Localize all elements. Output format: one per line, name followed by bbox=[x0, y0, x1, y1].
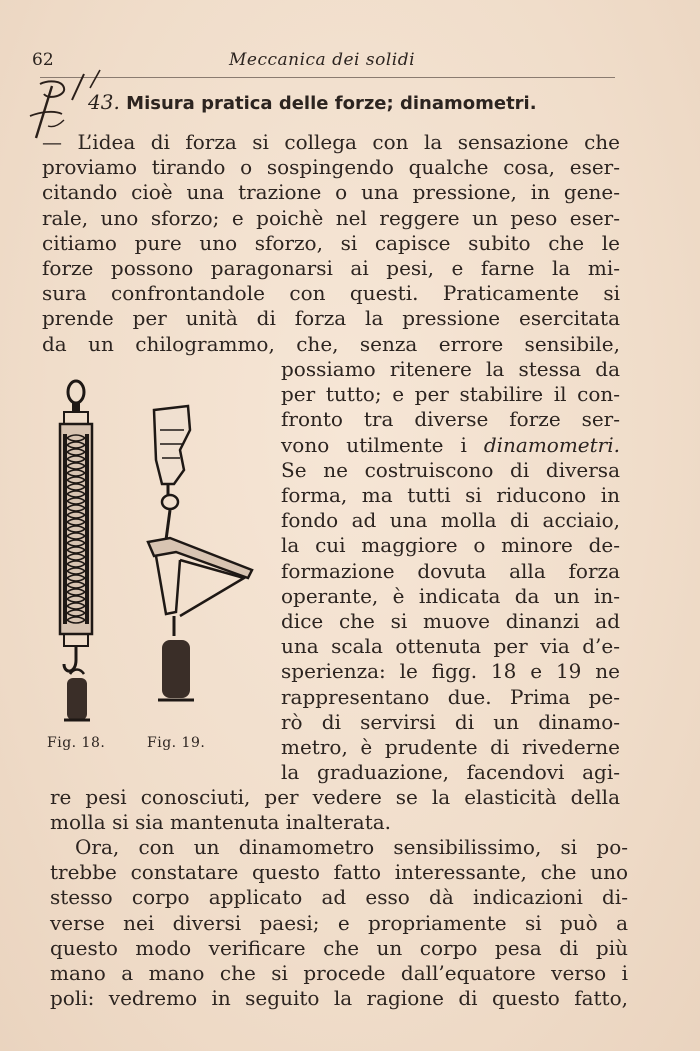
text-line: dice che si muove dinanzi ad bbox=[281, 609, 620, 634]
hand-dynamometer-figure bbox=[140, 400, 260, 710]
text-line: rappresentano due. Prima pe- bbox=[281, 684, 620, 709]
text-line: poli: vedremo in seguito la ragione di questo fatto, bbox=[50, 986, 628, 1011]
text-line: — L’idea di forza si collega con la sensazione che bbox=[42, 130, 620, 154]
text-line: metro, è prudente di rivederne bbox=[281, 735, 620, 760]
text-line: sura confrontandole con questi. Praticamente si bbox=[42, 281, 620, 306]
running-title: Meccanica dei solidi bbox=[228, 50, 416, 70]
text-line: fronto tra diverse forze ser- bbox=[281, 407, 620, 432]
text-line: la cui maggiore o minore de- bbox=[281, 533, 620, 558]
paragraph-2 bbox=[50, 835, 628, 1011]
caption-fig-18: Fig. 18. bbox=[47, 735, 106, 751]
text-line: rò di servirsi di un dinamo- bbox=[281, 709, 620, 734]
paragraph-1-top bbox=[42, 130, 620, 357]
paragraph-1-wrapped bbox=[281, 357, 620, 785]
text-line: citiamo pure uno sforzo, si capisce subito che le bbox=[42, 230, 620, 255]
text-line: stesso corpo applicato ad esso dà indicazioni di- bbox=[50, 885, 628, 910]
text-line: molla si sia mantenuta inalterata. bbox=[50, 810, 392, 835]
text-line: la graduazione, facendovi agi- bbox=[281, 760, 620, 785]
text-line: vono utilmente i dinamometri. bbox=[281, 432, 620, 457]
text-line: verse nei diversi paesi; e propriamente si può a bbox=[50, 910, 628, 935]
text-line: Ora, con un dinamometro sensibilissimo, si po- bbox=[75, 835, 628, 859]
text-line: proviamo tirando o sospingendo qualche cosa, eser- bbox=[42, 155, 620, 180]
section-heading: 43. Misura pratica delle forze; dinamometri. bbox=[88, 90, 537, 114]
page-header bbox=[32, 50, 612, 72]
text-line: da un chilogrammo, che, senza errore sensibile, bbox=[42, 331, 620, 356]
italic-term: dinamometri. bbox=[483, 432, 620, 457]
text-line: Se ne costruiscono di diversa bbox=[281, 457, 620, 482]
text-line: trebbe constatare questo fatto interessante, che uno bbox=[50, 860, 628, 885]
text-line: prende per unità di forza la pressione esercitata bbox=[42, 306, 620, 331]
spring-balance-figure bbox=[50, 378, 110, 726]
text-line: fondo ad una molla di acciaio, bbox=[281, 508, 620, 533]
text-line: una scala ottenuta per via d’e- bbox=[281, 634, 620, 659]
text-line: forze possono paragonarsi ai pesi, e farne la mi- bbox=[42, 256, 620, 281]
paragraph-1-end bbox=[50, 785, 620, 835]
header-rule bbox=[40, 77, 615, 78]
text-line: citando cioè una trazione o una pressione, in gene- bbox=[42, 180, 620, 205]
text-line: questo modo verificare che un corpo pesa di più bbox=[50, 935, 628, 960]
text-line: sperienza: le figg. 18 e 19 ne bbox=[281, 659, 620, 684]
caption-fig-19: Fig. 19. bbox=[147, 735, 206, 751]
text-line: mano a mano che si procede dall’equatore verso i bbox=[50, 961, 628, 986]
text-line: re pesi conosciuti, per vedere se la elasticità della bbox=[50, 785, 620, 809]
text-line: per tutto; e per stabilire il con- bbox=[281, 382, 620, 407]
text-line: formazione dovuta alla forza bbox=[281, 558, 620, 583]
text-line: possiamo ritenere la stessa da bbox=[281, 357, 620, 381]
text-line: operante, è indicata da un in- bbox=[281, 583, 620, 608]
text-line: rale, uno sforzo; e poichè nel reggere un peso eser- bbox=[42, 205, 620, 230]
page-number: 62 bbox=[32, 50, 54, 70]
text-line: forma, ma tutti si riducono in bbox=[281, 483, 620, 508]
